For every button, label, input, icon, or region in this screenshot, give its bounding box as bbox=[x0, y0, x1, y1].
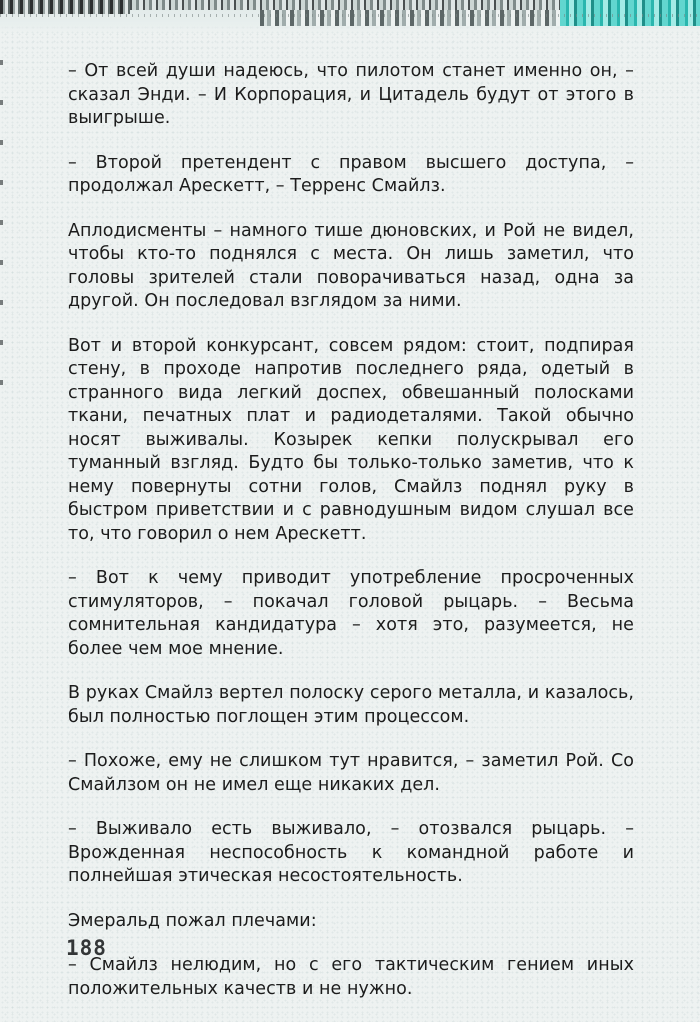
page-edge-marks bbox=[0, 60, 3, 390]
paragraph: – Смайлз нелюдим, но с его тактическим гением иных положительных качеств и не нужно. bbox=[68, 955, 634, 999]
glitch-bar bbox=[260, 10, 600, 26]
paragraph: – Похоже, ему не слишком тут нравится, – заметил Рой. Со Смайлзом он не имел еще никаких дел. bbox=[68, 751, 634, 795]
paragraph: – Выживало есть выживало, – отозвался рыцарь. – Врожденная неспособность к командной работе и полнейшая этическая несостоятельность. bbox=[68, 819, 634, 886]
glitch-bar bbox=[0, 0, 130, 14]
paragraph: Аплодисменты – намного тише дюновских, и Рой не видел, чтобы кто-то поднялся с места. Он лишь заметил, что головы зрителей стали поворачиваться назад, одна за другой. Он последовал взглядом за ними. bbox=[68, 220, 634, 311]
paragraph: Вот и второй конкурсант, совсем рядом: стоит, подпирая стену, в проходе напротив последнего ряда, одетый в странного вида легкий доспех, обвешанный полосками ткани, печатных плат и радиодеталями. Такой обычно носят выживалы. Козырек кепки полускрывал его туманный взгляд. Будто бы только-только заметив, что к нему повернуты сотни голов, Смайлз поднял руку в быстром приветствии и с равнодушным видом слушал все то, что говорил о нем Арескетт. bbox=[68, 335, 634, 544]
body-text bbox=[68, 60, 634, 1022]
glitch-bar bbox=[130, 0, 600, 10]
paragraph: Эмеральд пожал плечами: bbox=[68, 910, 317, 931]
page-number: 188 bbox=[66, 936, 107, 960]
paragraph: – Вот к чему приводит употребление просроченных стимуляторов, – покачал головой рыцарь. – Весьма сомнительная кандидатура – хотя это, разумеется, не более чем мое мнение. bbox=[68, 568, 634, 659]
paragraph: В руках Смайлз вертел полоску серого металла, и казалось, был полностью поглощен этим процессом. bbox=[68, 683, 634, 727]
glitch-bar-teal bbox=[560, 0, 700, 26]
glitch-scanline bbox=[0, 14, 700, 17]
decorative-glitch-header bbox=[0, 0, 700, 34]
paragraph: – Второй претендент с правом высшего доступа, – продолжал Арескетт, – Терренс Смайлз. bbox=[68, 152, 634, 196]
paragraph: – От всей души надеюсь, что пилотом станет именно он, – сказал Энди. – И Корпорация, и Цитадель будут от этого в выигрыше. bbox=[68, 61, 634, 128]
